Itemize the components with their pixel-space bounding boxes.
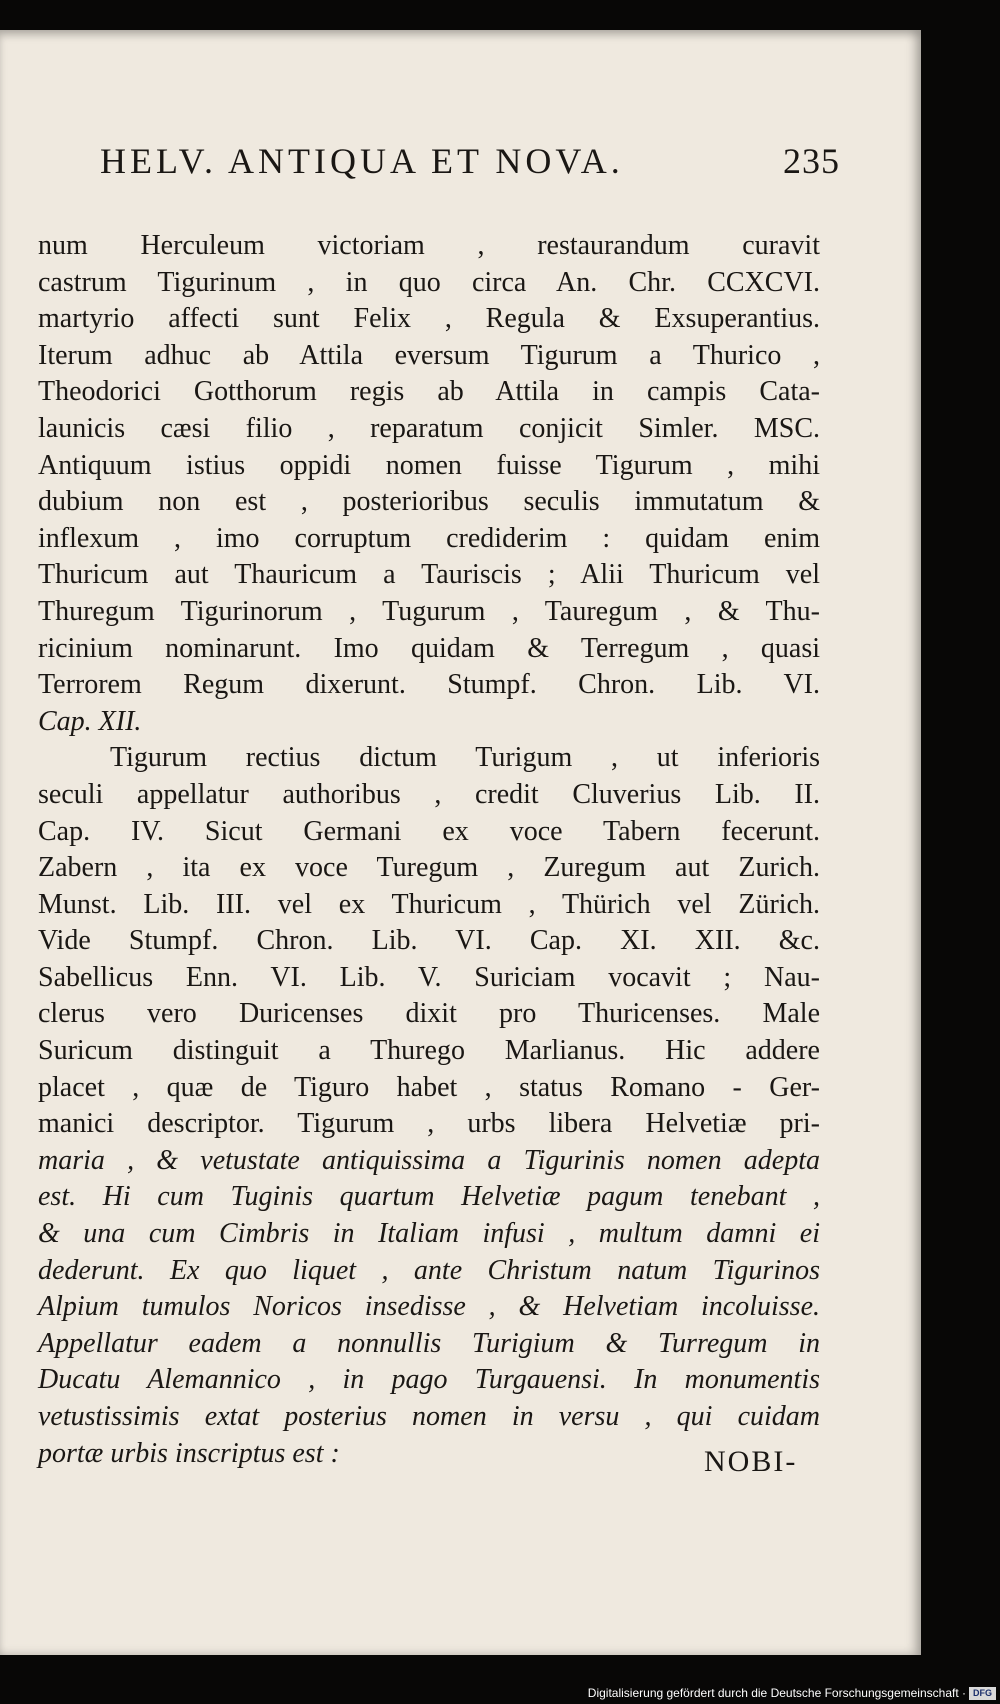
text-line: num Herculeum victoriam , restaurandum curavit bbox=[38, 230, 820, 261]
text-line: Cap. XII. bbox=[38, 705, 142, 737]
text-line: Ducatu Alemannico , in pago Turgauensi. In monumentis bbox=[38, 1364, 820, 1396]
text-line: martyrio affecti sunt Felix , Regula & Exsuperantius. bbox=[38, 303, 820, 335]
text-line: dubium non est , posterioribus seculis immutatum & bbox=[38, 486, 820, 518]
text-line: castrum Tigurinum , in quo circa An. Chr. CCXCVI. bbox=[38, 266, 820, 298]
text-line: Iterum adhuc ab Attila eversum Tigurum a Thurico , bbox=[38, 339, 820, 371]
text-line: Thuregum Tigurinorum , Tugurum , Tauregum , & Thu- bbox=[38, 595, 820, 627]
body-text bbox=[38, 228, 820, 1472]
text-line: est. Hi cum Tuginis quartum Helvetiæ pagum tenebant , bbox=[38, 1181, 820, 1213]
catchword: NOBI- bbox=[704, 1445, 798, 1478]
text-line: Terrorem Regum dixerunt. Stumpf. Chron. Lib. VI. bbox=[38, 669, 820, 701]
text-line: seculi appellatur authoribus , credit Cluverius Lib. II. bbox=[38, 778, 820, 810]
page-number: 235 bbox=[783, 141, 840, 181]
text-line: launicis cæsi filio , reparatum conjicit Simler. MSC. bbox=[38, 412, 820, 444]
text-line: Tigurum rectius dictum Turigum , ut inferioris bbox=[110, 742, 820, 774]
text-line: ricinium nominarunt. Imo quidam & Terregum , quasi bbox=[38, 632, 820, 664]
text-line: portæ urbis inscriptus est : bbox=[38, 1437, 340, 1469]
text-line: & una cum Cimbris in Italiam infusi , multum damni ei bbox=[38, 1218, 820, 1250]
text-line: vetustissimis extat posterius nomen in versu , qui cuidam bbox=[38, 1401, 820, 1432]
dfg-logo: DFG bbox=[969, 1687, 996, 1700]
text-line: Cap. IV. Sicut Germani ex voce Tabern fecerunt. bbox=[38, 815, 820, 847]
text-line: manici descriptor. Tigurum , urbs libera Helvetiæ pri- bbox=[38, 1108, 820, 1140]
text-line: maria , & vetustate antiquissima a Tigurinis nomen adepta bbox=[38, 1144, 820, 1176]
text-line: placet , quæ de Tiguro habet , status Romano - Ger- bbox=[38, 1071, 820, 1103]
page-header bbox=[100, 140, 840, 200]
text-line: Antiquum istius oppidi nomen fuisse Tigurum , mihi bbox=[38, 449, 820, 481]
text-line: Theodorici Gotthorum regis ab Attila in campis Cata- bbox=[38, 376, 820, 408]
text-line: Appellatur eadem a nonnullis Turigium & Turregum in bbox=[38, 1327, 820, 1359]
text-line: inflexum , imo corruptum crediderim : quidam enim bbox=[38, 522, 820, 554]
text-line: Zabern , ita ex voce Turegum , Zuregum aut Zurich. bbox=[38, 852, 820, 884]
book-page bbox=[0, 30, 921, 1655]
text-line: Thuricum aut Thauricum a Tauriscis ; Alii Thuricum vel bbox=[38, 559, 820, 591]
footer-bar bbox=[0, 1684, 1000, 1704]
text-line: Vide Stumpf. Chron. Lib. VI. Cap. XI. XII. &c. bbox=[38, 925, 820, 957]
running-head: HELV. ANTIQUA ET NOVA. bbox=[100, 141, 624, 181]
text-line: Alpium tumulos Noricos insedisse , & Helvetiam incoluisse. bbox=[38, 1291, 820, 1323]
funding-credit: Digitalisierung gefördert durch die Deutsche Forschungsgemeinschaft · bbox=[587, 1686, 966, 1700]
text-line: Suricum distinguit a Thurego Marlianus. Hic addere bbox=[38, 1035, 820, 1067]
text-line: Sabellicus Enn. VI. Lib. V. Suriciam vocavit ; Nau- bbox=[38, 961, 820, 993]
text-line: Munst. Lib. III. vel ex Thuricum , Thürich vel Zürich. bbox=[38, 888, 820, 920]
text-line: clerus vero Duricenses dixit pro Thuricenses. Male bbox=[38, 998, 820, 1030]
text-line: dederunt. Ex quo liquet , ante Christum natum Tigurinos bbox=[38, 1254, 820, 1286]
